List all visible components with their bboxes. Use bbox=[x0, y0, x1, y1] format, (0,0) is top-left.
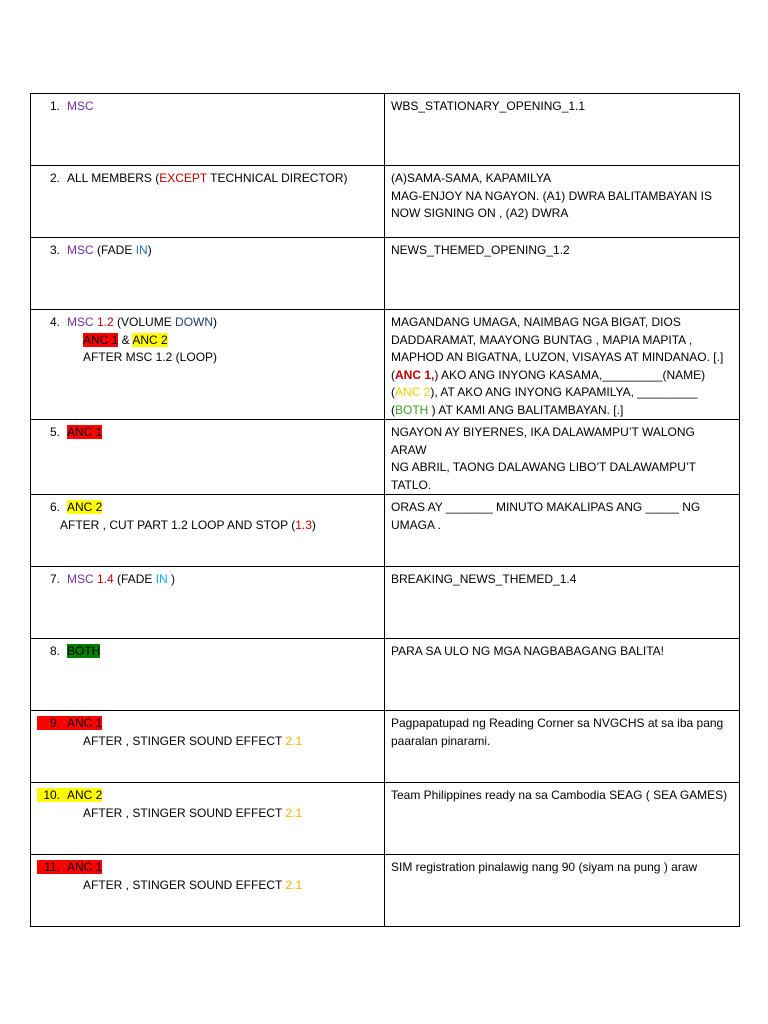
script-text: NEWS_THEMED_OPENING_1.2 bbox=[391, 243, 570, 257]
cue-text: AFTER , STINGER SOUND EFFECT bbox=[83, 733, 286, 748]
script-line: paaralan pinarami. bbox=[391, 733, 491, 748]
cue-text: (FADE bbox=[93, 243, 136, 257]
sfx-version: 2.1 bbox=[285, 805, 303, 820]
row-number: 3. bbox=[49, 243, 60, 257]
open-paren: ( bbox=[391, 402, 395, 417]
script-text: Team Philippines ready na sa Cambodia SEAG ( SEA GAMES) bbox=[391, 788, 728, 802]
part-version: 1.3 bbox=[295, 517, 312, 532]
script-cell bbox=[385, 310, 740, 420]
script-cell bbox=[385, 711, 740, 783]
cue-text: ) bbox=[213, 315, 218, 329]
row-number: 4. bbox=[49, 315, 60, 329]
cue-cell bbox=[31, 711, 385, 783]
anc1-badge: ANC 1 bbox=[67, 716, 103, 730]
script-text: ) AT KAMI ANG BALITAMBAYAN. [.] bbox=[428, 402, 624, 417]
script-line: NGAYON AY BIYERNES, IKA DALAWAMPU’T WALONG ARAW bbox=[391, 425, 695, 457]
cue-text: (FADE bbox=[113, 572, 156, 586]
both-badge: BOTH bbox=[67, 644, 101, 658]
cue-text: (VOLUME bbox=[113, 315, 176, 329]
table-row bbox=[31, 238, 740, 310]
script-text: PARA SA ULO NG MGA NAGBABAGANG BALITA! bbox=[391, 644, 664, 658]
row-number: 7. bbox=[49, 572, 60, 586]
cue-cell bbox=[31, 238, 385, 310]
sfx-version: 2.1 bbox=[285, 733, 303, 748]
cue-cell bbox=[31, 420, 385, 495]
script-cell bbox=[385, 420, 740, 495]
cue-text: & bbox=[118, 332, 133, 347]
script-text: WBS_STATIONARY_OPENING_1.1 bbox=[391, 99, 586, 113]
row-number: 11. bbox=[44, 860, 60, 874]
cue-text: ) bbox=[311, 517, 316, 532]
anc2-badge: ANC 2 bbox=[67, 500, 103, 514]
script-line: Pagpapatupad ng Reading Corner sa NVGCHS at sa iba pang bbox=[391, 716, 724, 730]
table-row bbox=[31, 711, 740, 783]
script-cell bbox=[385, 238, 740, 310]
anc1-marker: ANC 1, bbox=[395, 367, 435, 382]
open-paren: ( bbox=[391, 385, 395, 399]
cue-text: ) bbox=[167, 572, 176, 586]
row-number: 10. bbox=[43, 788, 60, 802]
script-line: ORAS AY _______ MINUTO MAKALIPAS ANG _____ NG bbox=[391, 500, 701, 514]
open-paren: ( bbox=[391, 367, 395, 382]
table-row bbox=[31, 94, 740, 166]
both-marker: BOTH bbox=[395, 402, 429, 417]
table-row bbox=[31, 855, 740, 927]
script-cell bbox=[385, 855, 740, 927]
cue-text: AFTER , CUT PART 1.2 LOOP AND STOP ( bbox=[60, 517, 296, 532]
table-row bbox=[31, 495, 740, 567]
anc1-badge: ANC 1 bbox=[67, 860, 103, 874]
msc-version: 1.2 bbox=[93, 315, 114, 329]
script-text: BREAKING_NEWS_THEMED_1.4 bbox=[391, 572, 577, 586]
msc-cue: MSC bbox=[67, 243, 94, 257]
script-text: ) AKO ANG INYONG KASAMA,_________(NAME) bbox=[434, 367, 706, 382]
script-line: MAG-ENJOY NA NGAYON. (A1) DWRA BALITAMBAYAN IS bbox=[391, 188, 712, 203]
script-cell bbox=[385, 639, 740, 711]
script-line: TATLO. bbox=[391, 477, 432, 492]
cue-cell bbox=[31, 310, 385, 420]
msc-cue: MSC bbox=[67, 99, 94, 113]
script-text: ), AT AKO ANG INYONG KAPAMILYA, _________ bbox=[430, 385, 698, 399]
row-number: 5. bbox=[49, 425, 60, 439]
except-label: EXCEPT bbox=[159, 171, 208, 185]
msc-cue: MSC bbox=[67, 572, 94, 586]
script-cell bbox=[385, 567, 740, 639]
sfx-version: 2.1 bbox=[285, 877, 303, 892]
cue-text: AFTER MSC 1.2 (LOOP) bbox=[83, 350, 218, 364]
volume-down-label: DOWN bbox=[175, 315, 214, 329]
cue-cell bbox=[31, 94, 385, 166]
cue-text: ) bbox=[147, 243, 152, 257]
table-row bbox=[31, 783, 740, 855]
anc2-marker: ANC 2 bbox=[395, 385, 431, 399]
script-line: UMAGA . bbox=[391, 517, 442, 532]
cue-cell bbox=[31, 495, 385, 567]
script-line: MAPHOD AN BIGATNA, LUZON, VISAYAS AT MINDANAO. [.] bbox=[391, 350, 724, 364]
cue-cell bbox=[31, 639, 385, 711]
script-cell bbox=[385, 495, 740, 567]
msc-cue: MSC bbox=[67, 315, 94, 329]
fade-in-label: IN bbox=[155, 572, 168, 586]
fade-in-label: IN bbox=[135, 243, 148, 257]
cue-text: AFTER , STINGER SOUND EFFECT bbox=[83, 805, 286, 820]
script-line: DADDARAMAT, MAAYONG BUNTAG , MAPIA MAPITA , bbox=[391, 332, 693, 347]
script-line: (A)SAMA-SAMA, KAPAMILYA bbox=[391, 171, 552, 185]
row-number: 6. bbox=[49, 500, 60, 514]
table-row bbox=[31, 567, 740, 639]
row-number: 8. bbox=[49, 644, 60, 658]
script-cell bbox=[385, 783, 740, 855]
script-text: SIM registration pinalawig nang 90 (siyam na pung ) araw bbox=[391, 860, 698, 874]
script-cell bbox=[385, 94, 740, 166]
table-row bbox=[31, 639, 740, 711]
script-line: NG ABRIL, TAONG DALAWANG LIBO’T DALAWAMPU’T bbox=[391, 460, 696, 474]
row-number: 9. bbox=[49, 716, 60, 730]
cue-cell bbox=[31, 166, 385, 238]
anc1-badge: ANC 1 bbox=[67, 425, 103, 439]
anc2-badge: ANC 2 bbox=[67, 788, 103, 802]
script-table bbox=[30, 93, 740, 927]
anc1-badge: ANC 1 bbox=[83, 332, 119, 347]
row-number: 1. bbox=[49, 99, 60, 113]
cue-cell bbox=[31, 567, 385, 639]
cue-text: ALL MEMBERS ( bbox=[67, 171, 160, 185]
cue-text: AFTER , STINGER SOUND EFFECT bbox=[83, 877, 286, 892]
cue-text: TECHNICAL DIRECTOR) bbox=[207, 171, 348, 185]
row-number: 2. bbox=[49, 171, 60, 185]
script-cell bbox=[385, 166, 740, 238]
script-line: MAGANDANG UMAGA, NAIMBAG NGA BIGAT, DIOS bbox=[391, 315, 681, 329]
msc-version: 1.4 bbox=[93, 572, 114, 586]
script-line: NOW SIGNING ON , (A2) DWRA bbox=[391, 206, 569, 220]
cue-cell bbox=[31, 855, 385, 927]
table-row bbox=[31, 310, 740, 420]
cue-cell bbox=[31, 783, 385, 855]
table-row bbox=[31, 420, 740, 495]
anc2-badge: ANC 2 bbox=[132, 332, 168, 347]
table-row bbox=[31, 166, 740, 238]
